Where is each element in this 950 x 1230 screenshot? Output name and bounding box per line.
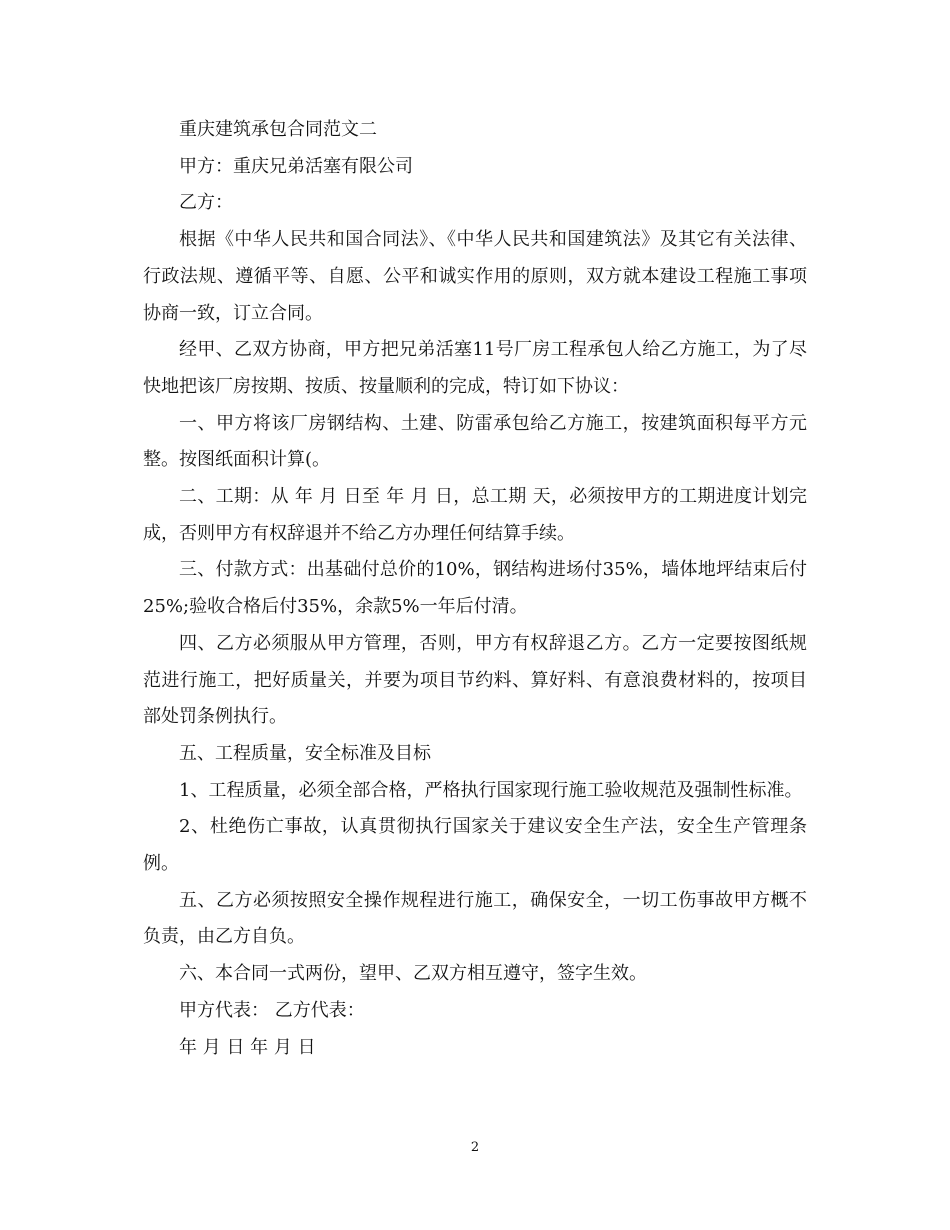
clause-2-schedule: 二、工期：从 年 月 日至 年 月 日，总工期 天，必须按甲方的工期进度计划完成，否则甲方有权辞退并不给乙方办理任何结算手续。 [143, 486, 807, 544]
clause-4-management: 四、乙方必须服从甲方管理，否则，甲方有权辞退乙方。乙方一定要按图纸规范进行施工，把好质量关，并要为项目节约料、算好料、有意浪费材料的，按项目部处罚条例执行。 [143, 632, 807, 728]
clause-5-item-2: 2、杜绝伤亡事故，认真贯彻执行国家关于建议安全生产法，安全生产管理条例。 [143, 816, 807, 875]
clause-5-quality-heading: 五、工程质量，安全标准及目标 [179, 742, 431, 764]
paragraph-legal-basis: 根据《中华人民共和国合同法》、《中华人民共和国建筑法》及其它有关法律、行政法规、遵循平等、自愿、公平和诚实作用的原则，双方就本建设工程施工事项协商一致，订立合同。 [143, 229, 807, 324]
paragraph-agreement-intro: 经甲、乙双方协商，甲方把兄弟活塞11号厂房工程承包人给乙方施工，为了尽快地把该厂房按期、按质、按量顺利的完成，特订如下协议： [143, 339, 807, 397]
document-title: 重庆建筑承包合同范文二 [179, 119, 377, 140]
date-line: 年 月 日 年 月 日 [179, 1036, 316, 1058]
party-a-line: 甲方：重庆兄弟活塞有限公司 [179, 155, 413, 177]
clause-5-safety: 五、乙方必须按照安全操作规程进行施工，确保安全，一切工伤事故甲方概不负责，由乙方自负。 [143, 889, 807, 948]
signature-line: 甲方代表： 乙方代表： [179, 999, 365, 1021]
clause-1-scope: 一、甲方将该厂房钢结构、土建、防雷承包给乙方施工，按建筑面积每平方元整。按图纸面积计算(。 [143, 412, 807, 471]
party-b-line: 乙方： [179, 192, 233, 214]
document-body [143, 112, 807, 1066]
page-number: 2 [470, 1140, 480, 1155]
clause-3-payment: 三、付款方式：出基础付总价的10%，钢结构进场付35%，墙体地坪结束后付25%;验收合格后付35%，余款5%一年后付清。 [143, 559, 807, 618]
clause-6-copies: 六、本合同一式两份，望甲、乙双方相互遵守，签字生效。 [179, 963, 647, 985]
clause-5-item-1: 1、工程质量，必须全部合格，严格执行国家现行施工验收规范及强制性标准。 [179, 779, 803, 801]
